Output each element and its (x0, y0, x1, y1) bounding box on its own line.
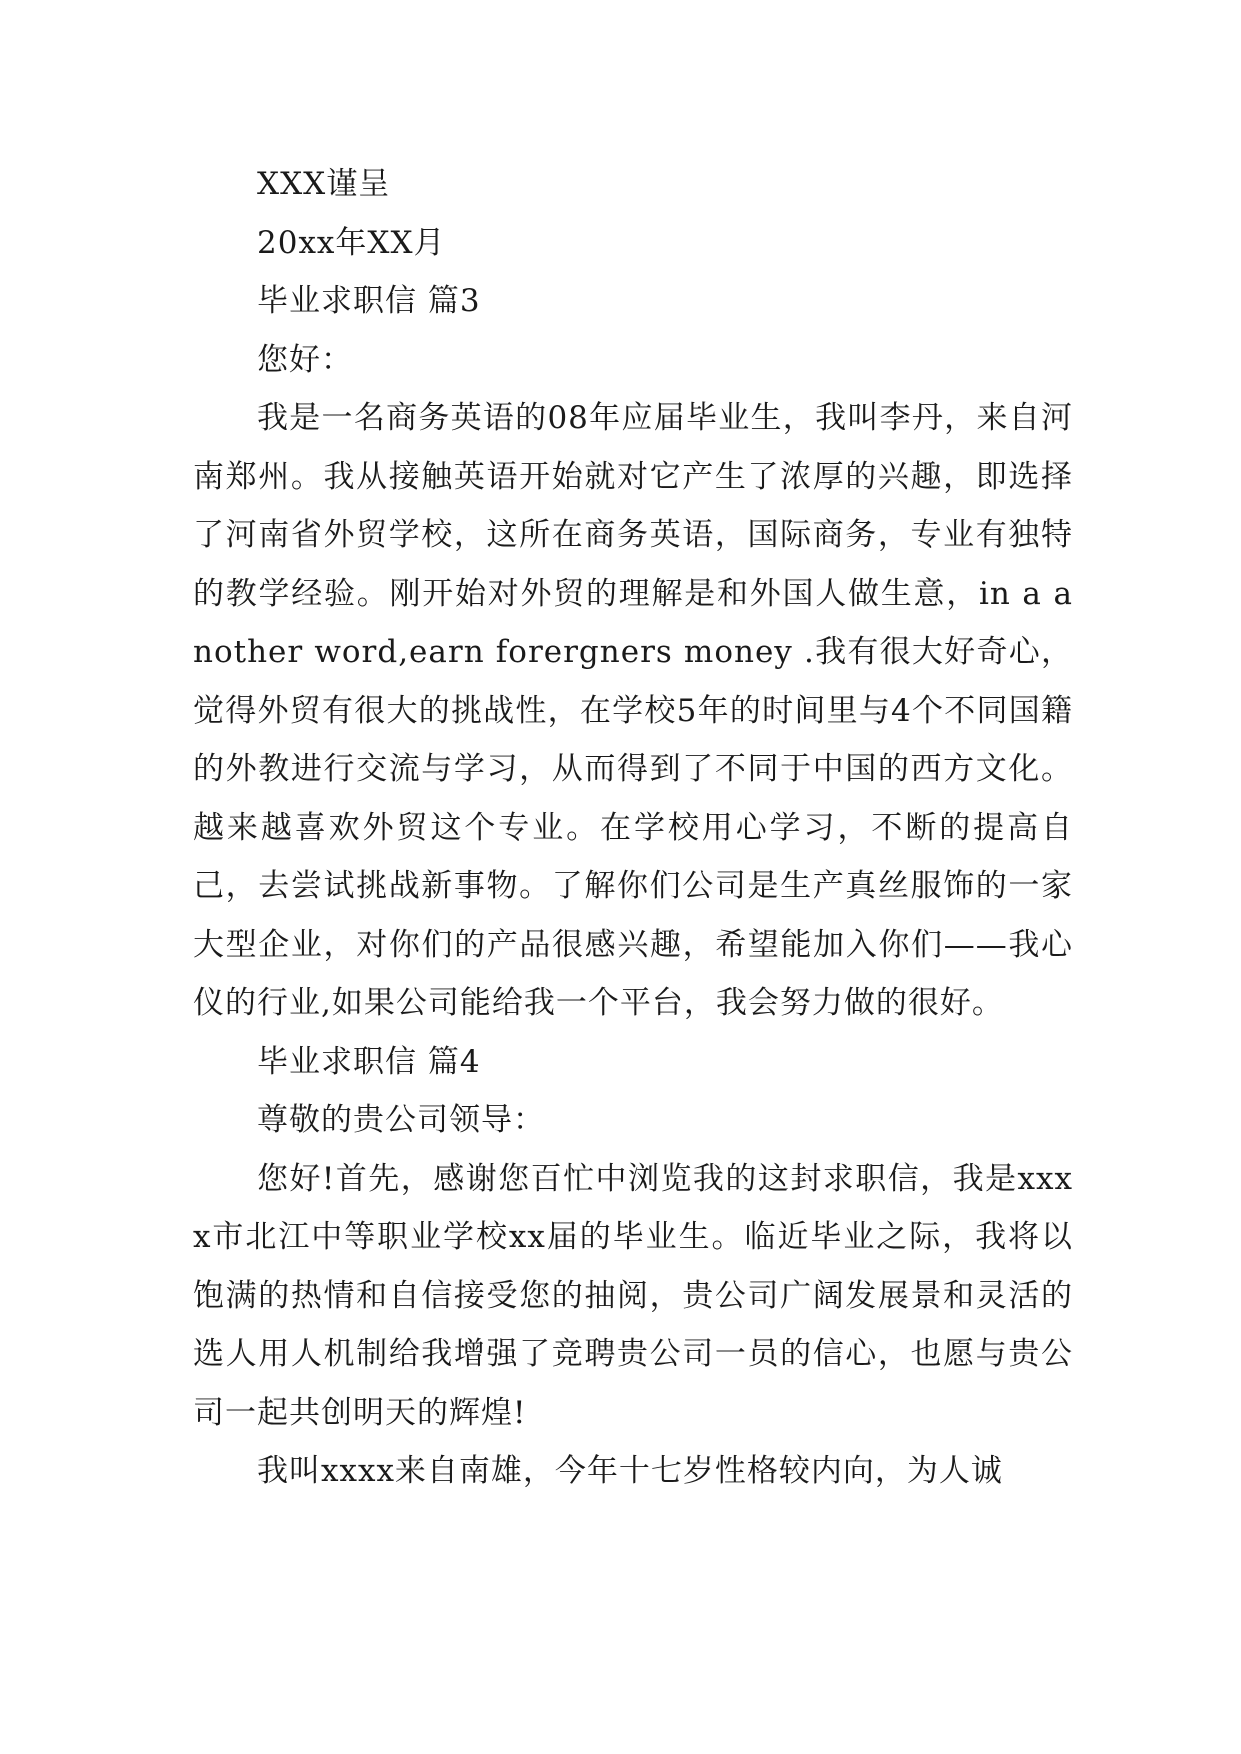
section-heading-4: 毕业求职信 篇4 (257, 1043, 481, 1080)
greeting-line: 您好： (257, 341, 353, 378)
salutation-line: 尊敬的贵公司领导： (257, 1102, 545, 1138)
date-line: 20xx年XX月 (257, 224, 446, 261)
body-paragraph: 您好!首先，感谢您百忙中浏览我的这封求职信，我是xxxx市北江中等职业学校xx届的毕业生。临近毕业之际，我将以饱满的热情和自信接受您的抽阅，贵公司广阔发展景和灵活的选人用人机制给我增强了竞聘贵公司一员的信心，也愿与贵公司一起共创明天的辉煌! (193, 1160, 1073, 1431)
body-paragraph: 我是一名商务英语的08年应届毕业生，我叫李丹，来自河南郑州。我从接触英语开始就对它产生了浓厚的兴趣，即选择了河南省外贸学校，这所在商务英语，国际商务，专业有独特的教学经验。刚开始对外贸的理解是和外国人做生意，in a another word,earn forergners money .我有很大好奇心，觉得外贸有很大的挑战性，在学校5年的时间里与4个不同国籍的外教进行交流与学习，从而得到了不同于中国的西方文化。越来越喜欢外贸这个专业。在学校用心学习，不断的提高自己，去尝试挑战新事物。了解你们公司是生产真丝服饰的一家大型企业，对你们的产品很感兴趣，希望能加入你们——我心仪的行业,如果公司能给我一个平台，我会努力做的很好。 (193, 400, 1073, 1021)
body-paragraph: 我叫xxxx来自南雄，今年十七岁性格较内向，为人诚 (257, 1453, 1003, 1489)
document-body (193, 155, 1073, 1501)
signature-line: XXX谨呈 (257, 166, 391, 202)
section-heading-3: 毕业求职信 篇3 (257, 283, 481, 319)
